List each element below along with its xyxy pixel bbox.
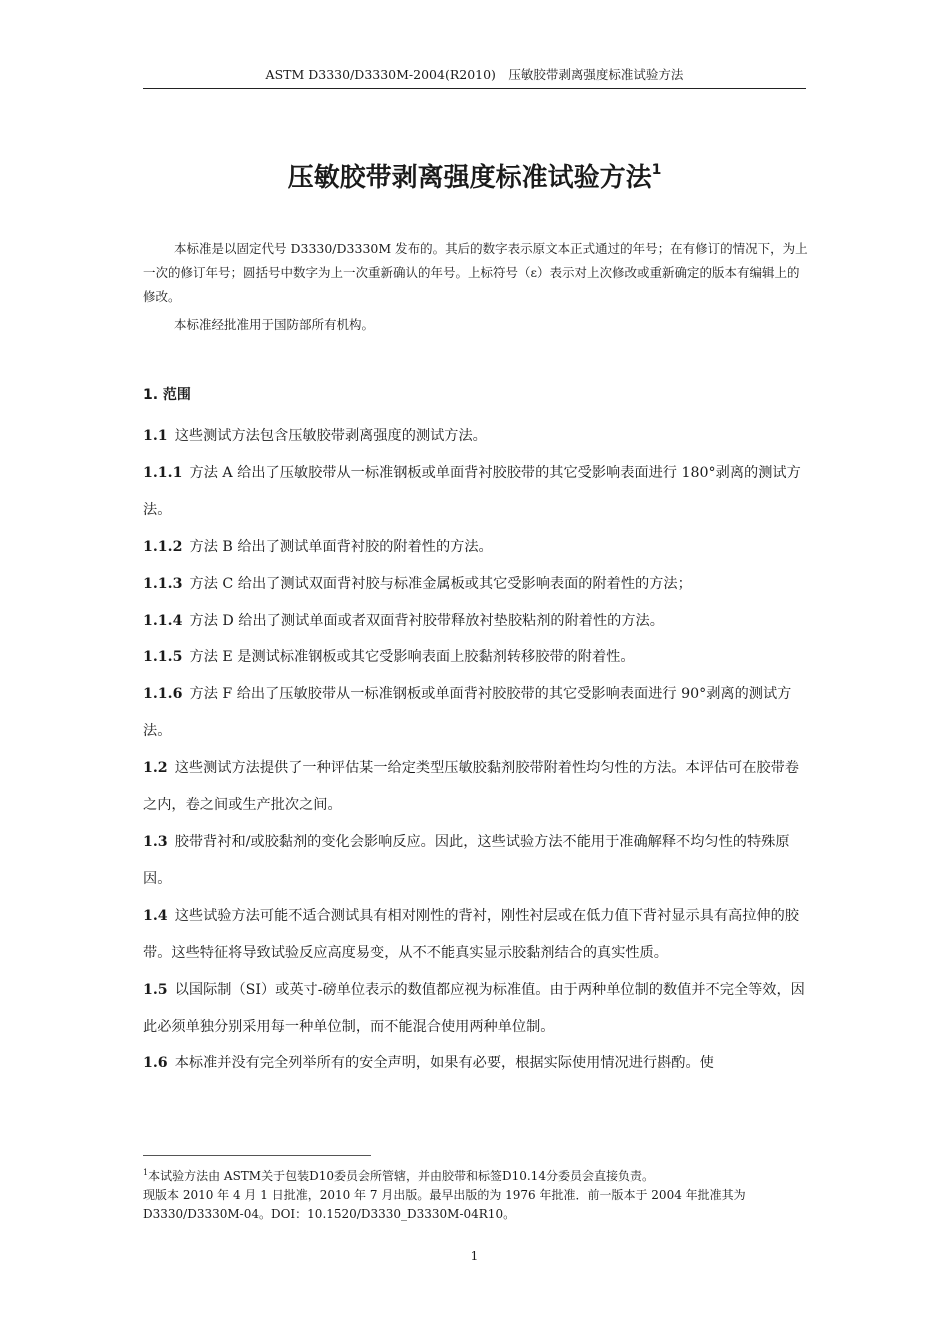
clause-text: 方法 E 是测试标准钢板或其它受影响表面上胶黏剂转移胶带的附着性。 [189,649,635,666]
clause-item [143,639,808,676]
footnote-line-1 [143,1167,808,1186]
clause-number: 1.1.6 [143,686,183,703]
clause-item [143,972,808,1046]
clause-text: 方法 F 给出了压敏胶带从一标准钢板或单面背衬胶胶带的其它受影响表面进行 90°剥离的测试方法。 [143,686,792,740]
title-footnote-mark: 1 [651,162,662,179]
running-header: ASTM D3330/D3330M-2004(R2010) 压敏胶带剥离强度标准试验方法 [265,67,684,82]
intro-paragraph-1: 本标准是以固定代号 D3330/D3330M 发布的。其后的数字表示原文本正式通过的年号；在有修订的情况下，为上一次的修订年号；圆括号中数字为上一次重新确认的年号。上标符号（ε）表示对上次修改或重新确定的版本有编辑上的修改。 [143,241,808,304]
footnotes [143,1167,808,1224]
clause-text: 以国际制（SI）或英寸-磅单位表示的数值都应视为标准值。由于两种单位制的数值并不完全等效，因此必须单独分别采用每一种单位制，而不能混合使用两种单位制。 [143,981,805,1035]
clause-number: 1.4 [143,907,168,924]
clause-text: 本标准并没有完全列举所有的安全声明，如果有必要，根据实际使用情况进行斟酌。使 [174,1055,714,1072]
footnote-mark: 1 [143,1168,149,1177]
clause-item [143,529,808,566]
clause-list [143,418,808,1082]
clause-number: 1.2 [143,760,168,777]
clause-item [143,750,808,824]
header-divider [143,88,806,89]
clause-item [143,676,808,750]
document-title [143,158,806,198]
footnote-text: 本试验方法由 ASTM关于包装D10委员会所管辖，并由胶带和标签D10.14分委员会直接负责。 [148,1169,654,1183]
clause-number: 1.3 [143,833,168,850]
clause-item [143,824,808,898]
clause-text: 这些测试方法包含压敏胶带剥离强度的测试方法。 [174,428,487,444]
section-heading-scope: 1. 范围 [143,387,191,403]
clause-item [143,898,808,972]
clause-item [143,1045,808,1082]
clause-text: 方法 A 给出了压敏胶带从一标准钢板或单面背衬胶胶带的其它受影响表面进行 180°剥离的测试方法。 [143,464,801,518]
clause-text: 方法 B 给出了测试单面背衬胶的附着性的方法。 [189,538,493,555]
page-number: 1 [470,1249,479,1263]
clause-text: 胶带背衬和/或胶黏剂的变化会影响反应。因此，这些试验方法不能用于准确解释不均匀性的特殊原因。 [143,833,790,887]
clause-number: 1.1.2 [143,538,183,555]
clause-item [143,455,808,529]
clause-text: 方法 D 给出了测试单面或者双面背衬胶带释放衬垫胶粘剂的附着性的方法。 [189,612,664,629]
clause-item [143,566,808,603]
clause-number: 1.1.1 [143,464,183,481]
clause-text: 这些测试方法提供了一种评估某一给定类型压敏胶黏剂胶带附着性均匀性的方法。本评估可在胶带卷之内，卷之间或生产批次之间。 [143,760,799,814]
clause-text: 方法 C 给出了测试双面背衬胶与标准金属板或其它受影响表面的附着性的方法； [189,575,692,592]
document-title-text: 压敏胶带剥离强度标准试验方法 [287,163,652,193]
intro-paragraph-2: 本标准经批准用于国防部所有机构。 [174,317,375,332]
footnote-divider [143,1155,371,1156]
clause-number: 1.5 [143,981,168,998]
footnote-line-2: 现版本 2010 年 4 月 1 日批准，2010 年 7 月出版。最早出版的为 1976 年批准．前一版本于 2004 年批准其为 D3330/D3330M-04。DOI：10.1520/D3330_D3330M-04R10。 [143,1188,746,1221]
clause-number: 1.6 [143,1055,168,1072]
clause-number: 1.1.5 [143,649,183,666]
clause-text: 这些试验方法可能不适合测试具有相对刚性的背衬，刚性衬层或在低力值下背衬显示具有高拉伸的胶带。这些特征将导致试验反应高度易变，从不不能真实显示胶黏剂结合的真实性质。 [143,907,799,961]
clause-number: 1.1 [143,428,168,444]
clause-number: 1.1.3 [143,575,183,592]
clause-item [143,603,808,640]
clause-number: 1.1.4 [143,612,183,629]
clause-item [143,418,808,455]
